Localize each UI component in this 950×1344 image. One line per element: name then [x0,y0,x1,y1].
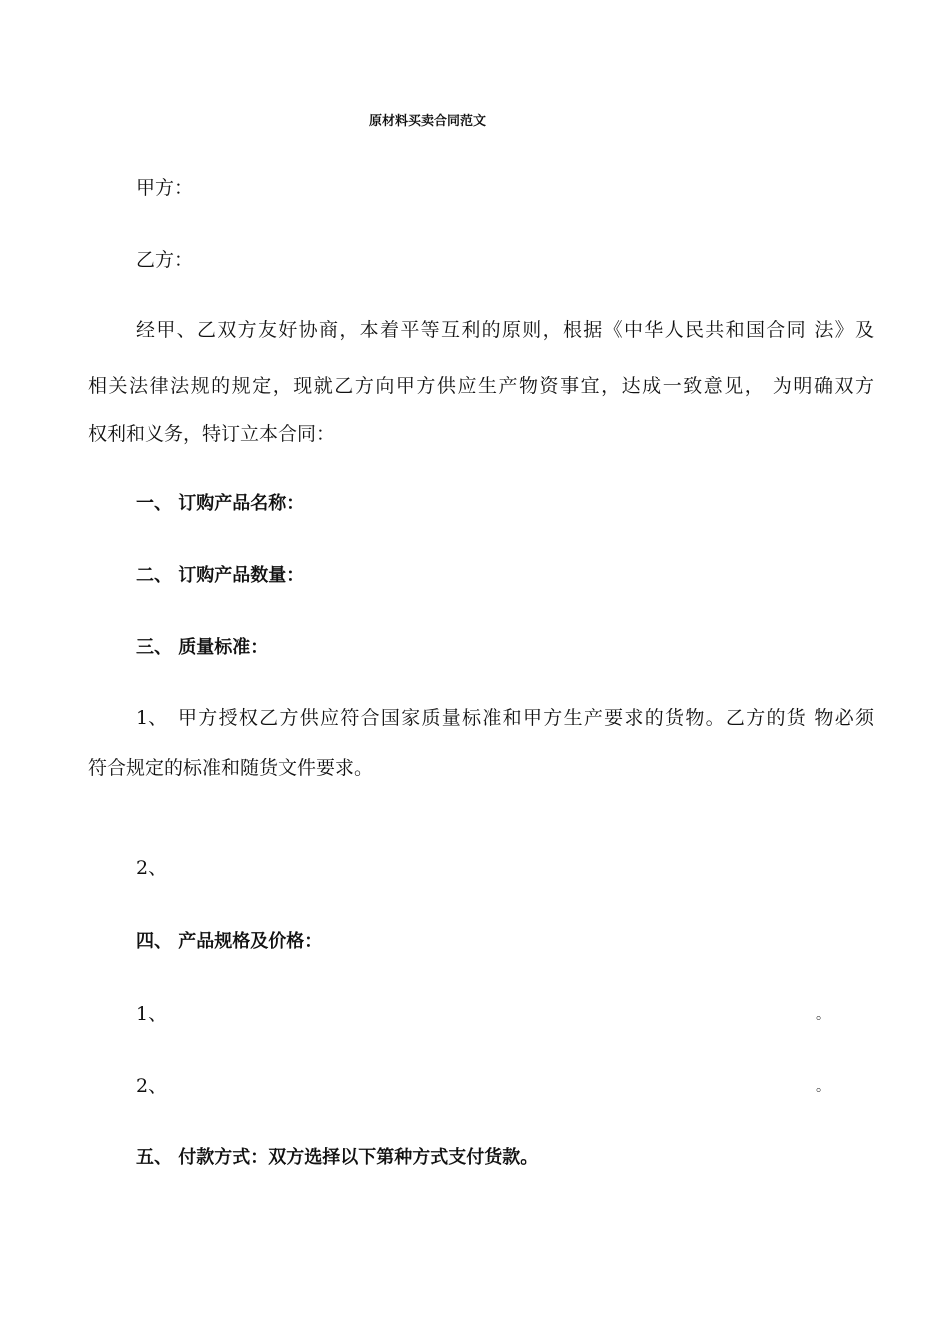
section-1-heading: 一、 订购产品名称： [136,493,305,514]
preamble-line-1: 经甲、乙双方友好协商，本着平等互利的原则，根据《中华人民共和国合同 法》及 [136,319,874,341]
preamble-line-2: 相关法律法规的规定，现就乙方向甲方供应生产物资事宜，达成一致意见， 为明确双方 [88,375,874,397]
section-4-item-2-end-mark: 。 [816,1079,830,1095]
section-3-heading: 三、 质量标准： [136,637,269,658]
section-3-item-1-number: 1、 [136,707,168,729]
section-5-heading: 五、 付款方式：双方选择以下第种方式支付货款。 [136,1147,539,1168]
document-title: 原材料买卖合同范文 [368,114,486,129]
party-b-label: 乙方： [136,249,194,271]
preamble-line-3: 权利和义务，特订立本合同： [88,423,336,445]
section-2-heading: 二、 订购产品数量： [136,565,305,586]
section-4-heading: 四、 产品规格及价格： [136,931,323,952]
section-3-item-1-line-1: 甲方授权乙方供应符合国家质量标准和甲方生产要求的货物。乙方的货 物必须 [178,707,874,729]
section-4-item-1-number: 1、 [136,1003,168,1025]
section-3-item-2-number: 2、 [136,857,168,879]
section-3-item-1-line-2: 符合规定的标准和随货文件要求。 [88,757,374,779]
party-a-label: 甲方： [136,177,194,199]
section-4-item-2-number: 2、 [136,1075,168,1097]
section-4-item-1-end-mark: 。 [816,1007,830,1023]
